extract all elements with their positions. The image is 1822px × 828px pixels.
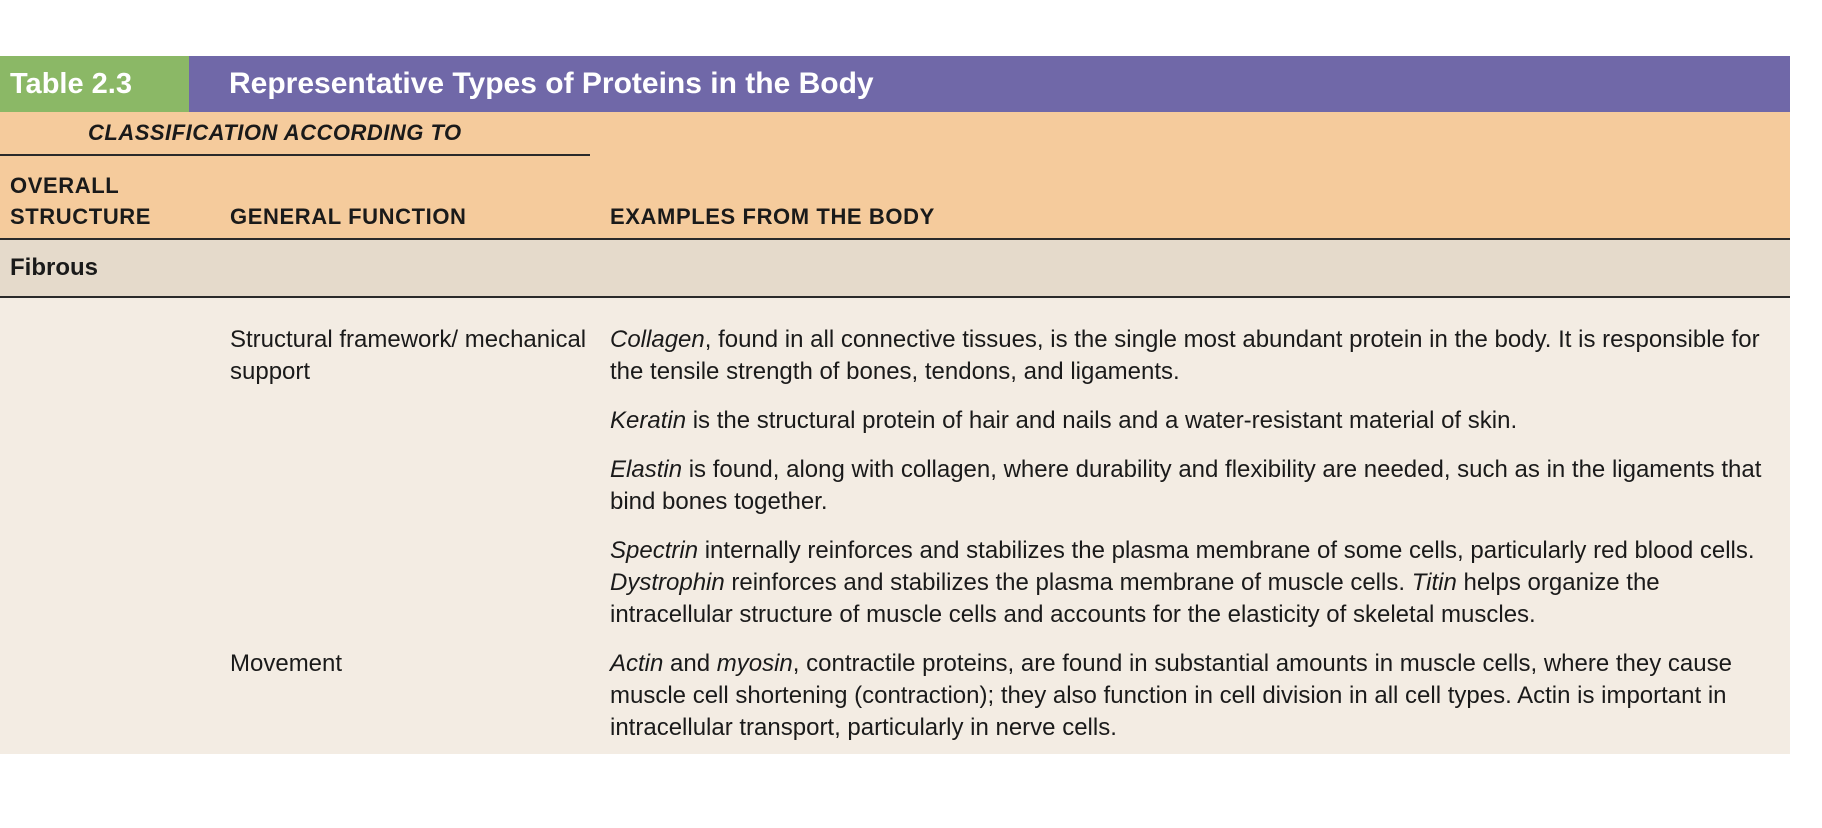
example-text: internally reinforces and stabilizes the plasma membrane of some cells, particularly red blood cells. bbox=[698, 537, 1755, 564]
table-header bbox=[0, 112, 1790, 240]
protein-term: Titin bbox=[1411, 569, 1457, 596]
table-title: Representative Types of Proteins in the Body bbox=[189, 56, 1790, 112]
protein-term: Elastin bbox=[610, 456, 683, 483]
table-number: Table 2.3 bbox=[0, 56, 189, 112]
section-row-fibrous: Fibrous bbox=[0, 240, 1790, 298]
example-text: is the structural protein of hair and nails and a water-resistant material of skin. bbox=[686, 407, 1518, 434]
function-cell: Structural framework/ mechanical support bbox=[230, 326, 587, 385]
protein-term: Keratin bbox=[610, 407, 687, 434]
example-keratin bbox=[610, 405, 1772, 437]
example-text: and bbox=[663, 650, 717, 677]
table-row bbox=[0, 324, 1790, 648]
protein-term: Collagen bbox=[610, 326, 705, 353]
example-elastin bbox=[610, 454, 1772, 518]
function-cell: Movement bbox=[230, 650, 343, 677]
table-title-bar bbox=[0, 56, 1790, 112]
column-header-structure: OVERALL STRUCTURE bbox=[10, 173, 152, 229]
structure-cell bbox=[0, 324, 230, 648]
table-body bbox=[0, 298, 1790, 754]
protein-term: myosin bbox=[716, 650, 793, 677]
classification-heading: CLASSIFICATION ACCORDING TO bbox=[0, 112, 590, 156]
example-text: , contractile proteins, are found in substantial amounts in muscle cells, where they cause muscle cell shortening (contraction); they also function in cell division in all cell types. Actin is important in intracellular transport, particularly in nerve cells. bbox=[610, 650, 1732, 741]
example-text: , found in all connective tissues, is the single most abundant protein in the body. It is responsible for the tensile strength of bones, tendons, and ligaments. bbox=[610, 326, 1760, 385]
example-text: helps organize the intracellular structure of muscle cells and accounts for the elasticity of skeletal muscles. bbox=[610, 569, 1660, 628]
example-spectrin bbox=[610, 535, 1772, 631]
protein-term: Dystrophin bbox=[610, 569, 725, 596]
protein-term: Spectrin bbox=[610, 537, 699, 564]
protein-term: Actin bbox=[610, 650, 664, 677]
column-header-function: GENERAL FUNCTION bbox=[230, 204, 467, 229]
examples-cell bbox=[610, 324, 1790, 648]
example-collagen bbox=[610, 324, 1772, 388]
protein-table bbox=[0, 56, 1790, 754]
structure-cell bbox=[0, 648, 230, 744]
table-row bbox=[0, 648, 1790, 744]
example-text: is found, along with collagen, where durability and flexibility are needed, such as in the ligaments that bind bones together. bbox=[610, 456, 1762, 515]
example-text: reinforces and stabilizes the plasma membrane of muscle cells. bbox=[724, 569, 1412, 596]
example-actin-myosin bbox=[610, 648, 1772, 744]
examples-cell bbox=[610, 648, 1790, 744]
column-header-examples: EXAMPLES FROM THE BODY bbox=[610, 204, 935, 229]
